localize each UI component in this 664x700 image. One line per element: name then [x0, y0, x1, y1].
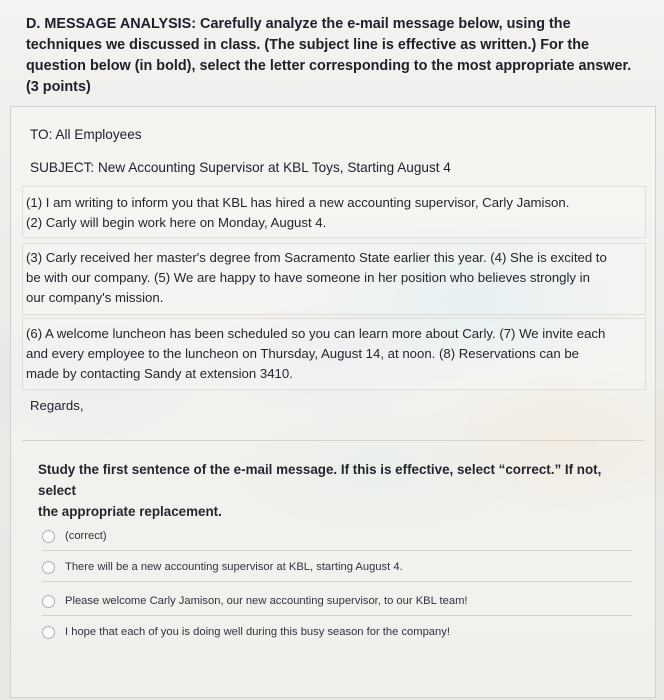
divider [22, 440, 644, 441]
question-prompt [38, 459, 638, 522]
email-paragraph-1 [26, 193, 648, 233]
email-closing: Regards, [30, 398, 84, 413]
question-line-2: the appropriate replacement. [38, 504, 222, 519]
email-paragraph-2 [26, 248, 648, 308]
option-label: (correct) [65, 530, 107, 542]
email-paragraph-2-line-1: (3) Carly received her master's degree from Sacramento State earlier this year. (4) She is excited to [26, 250, 607, 265]
email-paragraph-3-line-3: made by contacting Sandy at extension 3410. [26, 366, 293, 381]
answer-option-d[interactable] [42, 618, 632, 646]
email-paragraph-1-line-2: (2) Carly will begin work here on Monday, August 4. [26, 215, 327, 230]
email-paragraph-1-line-1: (1) I am writing to inform you that KBL has hired a new accounting supervisor, Carly Jamison. [26, 195, 570, 210]
email-paragraph-3 [26, 324, 648, 384]
answer-option-correct[interactable] [42, 522, 632, 551]
email-paragraph-2-line-3: our company's mission. [26, 290, 164, 305]
answer-option-b[interactable] [42, 553, 632, 582]
radio-button[interactable] [42, 626, 55, 639]
question-line-1: Study the first sentence of the e-mail message. If this is effective, select “correct.” If not, select [38, 462, 602, 498]
radio-button[interactable] [42, 561, 55, 574]
answer-option-c[interactable] [42, 587, 632, 616]
instructions: D. MESSAGE ANALYSIS: Carefully analyze the e-mail message below, using the techniques we discussed in class. (The subject line is effective as written.) For the question below (in bold), select the letter corresponding to the most appropriate answer. (3 points) [26, 16, 632, 95]
option-label: I hope that each of you is doing well during this busy season for the company! [65, 626, 450, 638]
option-label: There will be a new accounting supervisor at KBL, starting August 4. [65, 561, 403, 573]
email-to: TO: All Employees [30, 127, 142, 142]
radio-button[interactable] [42, 530, 55, 543]
option-label: Please welcome Carly Jamison, our new accounting supervisor, to our KBL team! [65, 595, 468, 607]
email-subject: SUBJECT: New Accounting Supervisor at KBL Toys, Starting August 4 [30, 160, 451, 175]
email-paragraph-3-line-2: and every employee to the luncheon on Thursday, August 14, at noon. (8) Reservations can be [26, 346, 580, 361]
email-paragraph-3-line-1: (6) A welcome luncheon has been scheduled so you can learn more about Carly. (7) We invite each [26, 326, 606, 341]
email-paragraph-2-line-2: be with our company. (5) We are happy to have someone in her position who believes strongly in [26, 270, 590, 285]
radio-button[interactable] [42, 595, 55, 608]
